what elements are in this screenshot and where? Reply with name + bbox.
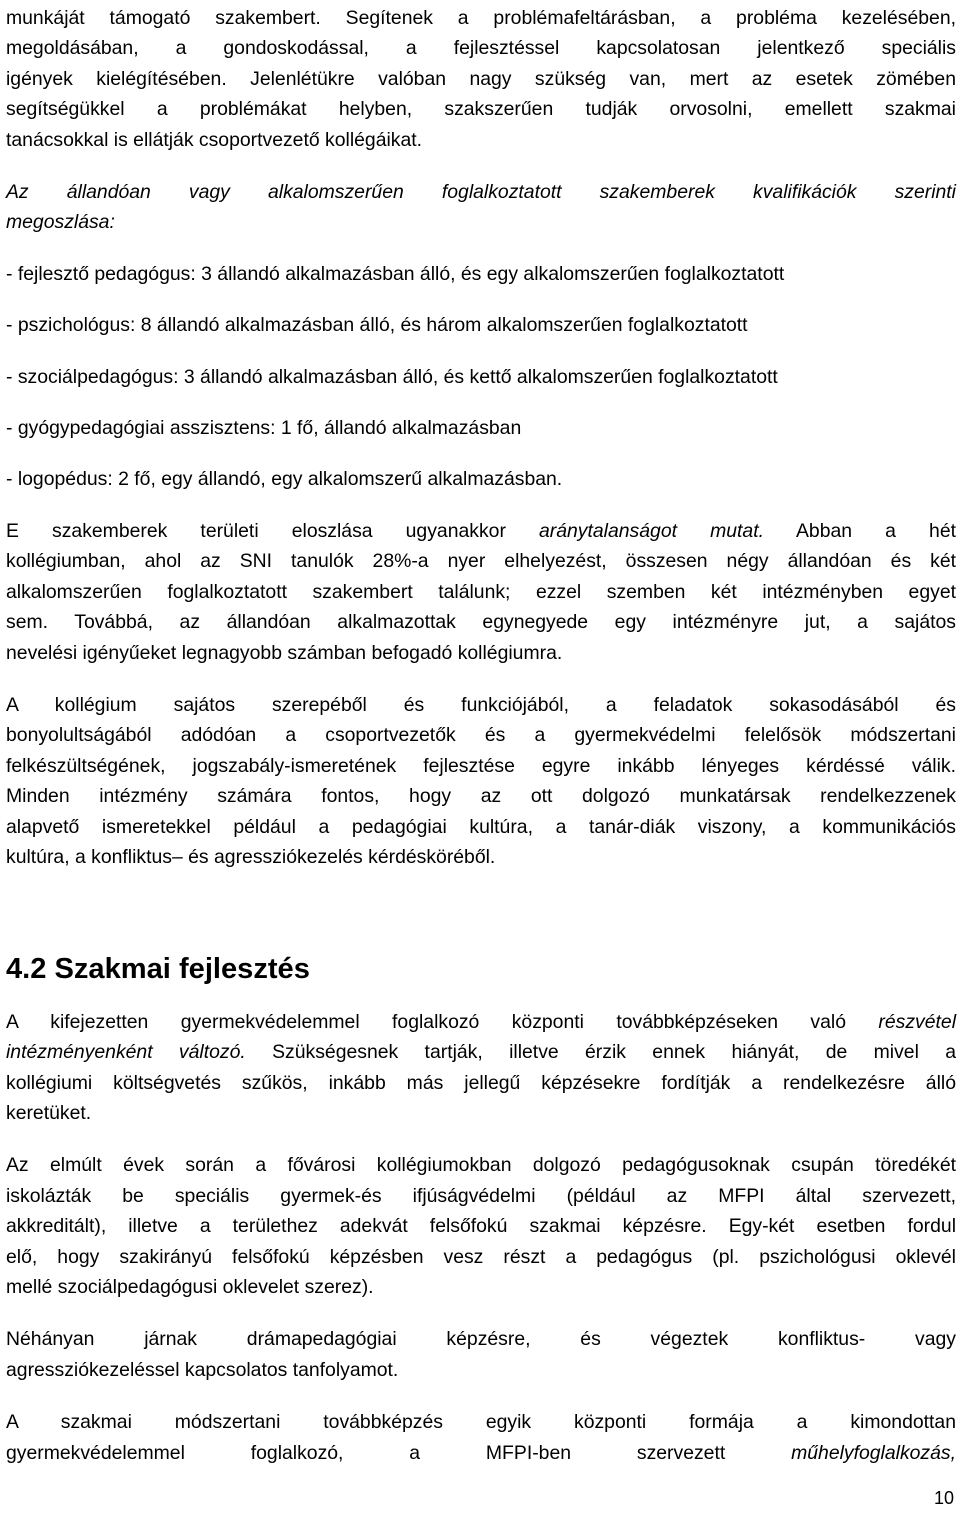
text-line: Néhányan járnak drámapedagógiai képzésre, és végeztek konfliktus- vagy bbox=[6, 1328, 956, 1351]
text-line: iskolázták be speciális gyermek-és ifjúságvédelmi (például az MFPI által szervezett, bbox=[6, 1184, 956, 1207]
text-line: A kollégium sajátos szerepéből és funkciójából, a feladatok sokasodásából és bbox=[6, 693, 956, 716]
paragraph-drama-pedagogy bbox=[6, 1324, 956, 1385]
document-page bbox=[6, 0, 956, 1468]
text-run-italic: műhelyfoglalkozás, bbox=[791, 1441, 956, 1464]
text-run: Abban a hét bbox=[763, 519, 956, 542]
text-line: igények kielégítésében. Jelenlétükre valóban nagy szükség van, mert az esetek zömében bbox=[6, 67, 956, 90]
text-run: A kifejezetten gyermekvédelemmel foglalkozó központi továbbképzéseken való bbox=[6, 1010, 879, 1033]
text-line bbox=[6, 516, 956, 546]
text-line: alkalomszerűen foglalkoztatott szakembert találunk; ezzel szemben két intézményben egyet bbox=[6, 580, 956, 603]
qualification-list bbox=[6, 259, 956, 495]
list-item: - szociálpedagógus: 3 állandó alkalmazásban álló, és kettő alkalomszerűen foglalkoztatott bbox=[6, 365, 778, 388]
text-line: Az elmúlt évek során a fővárosi kollégiumokban dolgozó pedagógusoknak csupán töredékét bbox=[6, 1154, 956, 1177]
list-item: - fejlesztő pedagógus: 3 állandó alkalmazásban álló, és egy alkalomszerűen foglalkoztatott bbox=[6, 262, 785, 285]
text-line: kultúra, a konfliktus– és agressziókezelés kérdésköréből. bbox=[6, 845, 496, 868]
text-line: megoszlása: bbox=[6, 211, 115, 234]
text-line: akkreditált), illetve a területhez adekvát felsőfokú szakmai képzésre. Egy-két esetben fordul bbox=[6, 1215, 956, 1238]
text-line bbox=[6, 1438, 956, 1468]
paragraph-past-years-training bbox=[6, 1150, 956, 1302]
page-number: 10 bbox=[933, 1488, 954, 1508]
text-line: nevelési igényűeket legnagyobb számban befogadó kollégiumra. bbox=[6, 641, 563, 664]
text-line: bonyolultságából adódóan a csoportvezetők és a gyermekvédelmi felelősök módszertani bbox=[6, 724, 956, 747]
paragraph-methodological-preparedness bbox=[6, 690, 956, 872]
section-heading: 4.2 Szakmai fejlesztés bbox=[6, 953, 310, 986]
text-line: kollégiumban, ahol az SNI tanulók 28%-a nyer elhelyezést, összesen négy állandóan és két bbox=[6, 550, 956, 573]
list-item: - pszichológus: 8 állandó alkalmazásban álló, és három alkalomszerűen foglalkoztatott bbox=[6, 314, 748, 337]
text-run-italic: intézményenként változó. bbox=[6, 1041, 246, 1064]
list-item: - logopédus: 2 fő, egy állandó, egy alkalomszerű alkalmazásban. bbox=[6, 468, 563, 491]
paragraph-central-training bbox=[6, 1007, 956, 1129]
list-item: - gyógypedagógiai asszisztens: 1 fő, állandó alkalmazásban bbox=[6, 417, 522, 440]
paragraph-workshop bbox=[6, 1407, 956, 1468]
text-run-italic: aránytalanságot mutat. bbox=[539, 519, 764, 542]
text-line: kollégiumi költségvetés szűkös, inkább más jellegű képzésekre fordítják a rendelkezésre álló bbox=[6, 1071, 956, 1094]
text-run: E szakemberek területi eloszlása ugyanakkor bbox=[6, 519, 539, 542]
text-line: felkészültségének, jogszabály-ismeretének fejlesztése egyre inkább lényeges kérdéssé válik. bbox=[6, 754, 956, 777]
text-line: Minden intézmény számára fontos, hogy az ott dolgozó munkatársak rendelkezzenek bbox=[6, 785, 956, 808]
text-run: Szükségesnek tartják, illetve érzik ennek hiányát, de mivel a bbox=[245, 1041, 956, 1064]
text-line: A szakmai módszertani továbbképzés egyik központi formája a kimondottan bbox=[6, 1411, 956, 1434]
paragraph-territorial-distribution bbox=[6, 516, 956, 668]
text-line: tanácsokkal is ellátják csoportvezető kollégáikat. bbox=[6, 128, 423, 151]
text-run: gyermekvédelemmel foglalkozó, a MFPI-ben szervezett bbox=[6, 1441, 792, 1464]
paragraph-qualification-intro bbox=[6, 177, 956, 238]
text-line: elő, hogy szakirányú felsőfokú képzésben vesz részt a pedagógus (pl. pszichológusi oklevél bbox=[6, 1245, 956, 1268]
text-line: keretüket. bbox=[6, 1101, 92, 1124]
text-line: munkáját támogató szakembert. Segítenek a problémafeltárásban, a probléma kezelésében, bbox=[6, 7, 956, 29]
text-line: alapvető ismeretekkel például a pedagógiai kultúra, a tanár-diák viszony, a kommunikációs bbox=[6, 815, 956, 838]
text-line: mellé szociálpedagógusi oklevelet szerez). bbox=[6, 1276, 374, 1298]
text-line bbox=[6, 1007, 956, 1037]
text-line: segítségükkel a problémákat helyben, szakszerűen tudják orvosolni, emellett szakmai bbox=[6, 98, 956, 121]
paragraph-specialists-support bbox=[6, 3, 956, 155]
text-line: agressziókezeléssel kapcsolatos tanfolyamot. bbox=[6, 1358, 399, 1381]
text-line: megoldásában, a gondoskodással, a fejlesztéssel kapcsolatosan jelentkező speciális bbox=[6, 37, 956, 60]
text-run-italic: részvétel bbox=[878, 1010, 956, 1033]
text-line: Az állandóan vagy alkalomszerűen foglalkoztatott szakemberek kvalifikációk szerinti bbox=[6, 181, 956, 204]
text-line bbox=[6, 1037, 956, 1067]
text-line: sem. Továbbá, az állandóan alkalmazottak egynegyede egy intézményre jut, a sajátos bbox=[6, 611, 956, 634]
